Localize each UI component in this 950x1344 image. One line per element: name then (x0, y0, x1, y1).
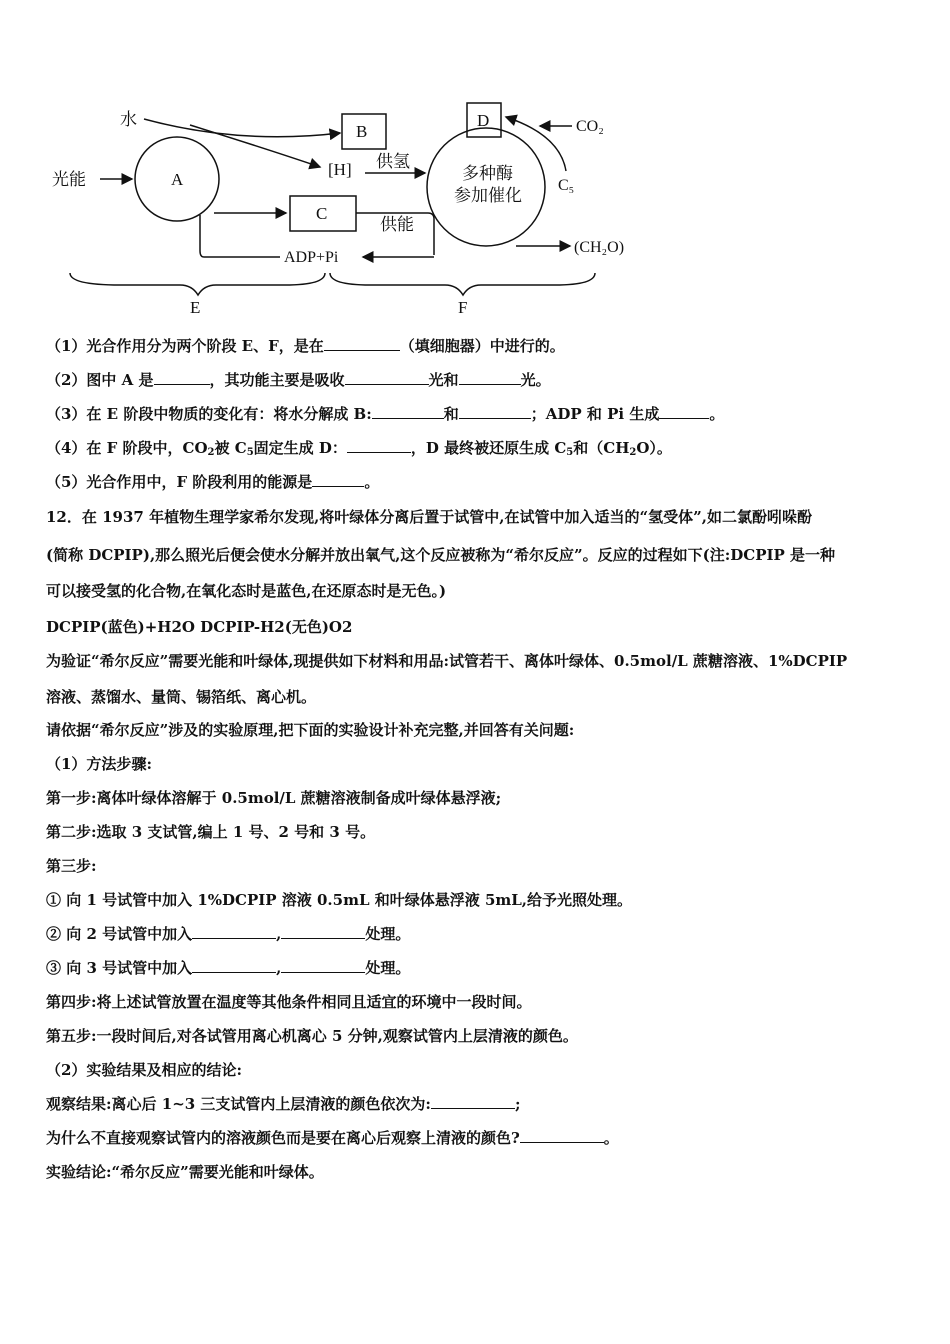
q12-why-end: 。 (603, 1129, 619, 1147)
enzyme-label-2: 参加催化 (454, 186, 522, 205)
q12-tube-2-blank-2[interactable] (281, 924, 365, 939)
q11-part3 (46, 404, 724, 424)
d-label: D (477, 111, 490, 130)
q11-p5-text-a: （5）光合作用中，F 阶段利用的能源是 (46, 473, 313, 491)
q11-p4-sub-b: 5 (246, 447, 254, 458)
b-label: B (356, 122, 368, 141)
q11-p2-blank-2[interactable] (345, 370, 429, 385)
f-label: F (458, 298, 468, 317)
q12-tube-3-blank-2[interactable] (281, 958, 365, 973)
enzyme-label-1: 多种酶 (462, 164, 513, 183)
q12-tube-3-text-b: , (276, 959, 282, 977)
q12-step-3-tube-2 (46, 924, 410, 944)
q11-p2-text-c: 光和 (428, 371, 459, 389)
q12-step-3-heading: 第三步: (46, 857, 97, 875)
q11-p4-sub-d: 2 (629, 447, 637, 458)
q11-p3-text-d: 。 (709, 405, 725, 423)
q11-p4-text-b: 被 C (214, 439, 247, 457)
q12-conclusion: 实验结论:“希尔反应”需要光能和叶绿体。 (46, 1163, 324, 1181)
q12-why-text: 为什么不直接观察试管内的溶液颜色而是要在离心后观察上清液的颜色? (46, 1129, 520, 1147)
q11-p4-text-c: 固定生成 D： (253, 439, 347, 457)
q11-p4-text-a: （4）在 F 阶段中，CO (46, 439, 208, 457)
adp-label: ADP+Pi (284, 249, 339, 266)
adp-to-a-line (200, 215, 280, 257)
q11-p3-text-c: ；ADP 和 Pi 生成 (530, 405, 660, 423)
q11-p3-text-b: 和 (443, 405, 459, 423)
q11-p2-text-a: （2）图中 A 是 (46, 371, 154, 389)
h-label: [H] (328, 160, 352, 179)
a-label: A (171, 170, 184, 189)
q12-tube-2-blank-1[interactable] (192, 924, 276, 939)
q11-p2-blank-1[interactable] (154, 370, 210, 385)
q11-p3-blank-2[interactable] (459, 404, 531, 419)
q12-tube-2-text-c: 处理。 (365, 925, 411, 943)
photosynthesis-diagram (40, 95, 660, 325)
ch2o-label: (CH₂O) (574, 239, 625, 256)
q11-p4-blank[interactable] (347, 438, 411, 453)
q11-p1-text-a: （1）光合作用分为两个阶段 E、F，是在 (46, 337, 324, 355)
q11-part4 (46, 438, 672, 463)
e-label: E (190, 298, 201, 317)
q12-step-1: 第一步:离体叶绿体溶解于 0.5mol/L 蔗糖溶液制备成叶绿体悬浮液; (46, 789, 502, 807)
light-label: 光能 (52, 170, 86, 189)
q12-tube-2-text-a: ② 向 2 号试管中加入 (46, 925, 193, 943)
q11-p4-text-d: ，D 最终被还原生成 C (410, 439, 567, 457)
q12-step-2: 第二步:选取 3 支试管,编上 1 号、2 号和 3 号。 (46, 823, 376, 841)
water-label: 水 (120, 110, 137, 129)
q12-why-blank[interactable] (520, 1128, 604, 1143)
q11-p4-text-e: 和（CH (573, 439, 630, 457)
water-to-b-arrow (144, 119, 340, 137)
q11-p4-text-f: O）。 (636, 439, 672, 457)
e-brace (70, 273, 325, 295)
q12-step-5: 第五步:一段时间后,对各试管用离心机离心 5 分钟,观察试管内上层清液的颜色。 (46, 1027, 578, 1045)
q11-p5-text-b: 。 (364, 473, 380, 491)
supply-energy-label: 供能 (380, 215, 414, 234)
q12-tube-3-text-c: 处理。 (365, 959, 411, 977)
q11-p2-text-b: ，其功能主要是吸收 (209, 371, 345, 389)
q12-observation-end: ; (514, 1095, 521, 1113)
q11-p3-blank-3[interactable] (659, 404, 709, 419)
c5-label: C₅ (558, 177, 575, 194)
q12-method-heading: （1）方法步骤: (46, 755, 152, 773)
q11-part5 (46, 472, 379, 492)
c5-arrow (506, 117, 566, 171)
q11-p5-blank[interactable] (312, 472, 364, 487)
q12-step-3-tube-3 (46, 958, 410, 978)
q12-observation-blank[interactable] (431, 1094, 515, 1109)
q11-p2-text-d: 光。 (520, 371, 551, 389)
q12-instruction: 请依据“希尔反应”涉及的实验原理,把下面的实验设计补充完整,并回答有关问题: (46, 721, 575, 739)
q12-tube-3-blank-1[interactable] (192, 958, 276, 973)
q12-results-heading: （2）实验结果及相应的结论: (46, 1061, 242, 1079)
q12-materials-line-2: 溶液、蒸馏水、量筒、锡箔纸、离心机。 (46, 688, 317, 706)
q11-p1-blank[interactable] (324, 336, 400, 351)
q12-step-4: 第四步:将上述试管放置在温度等其他条件相同且适宜的环境中一段时间。 (46, 993, 532, 1011)
supply-h-label: 供氢 (376, 152, 410, 171)
q12-tube-2-text-b: , (276, 925, 282, 943)
q11-p3-text-a: （3）在 E 阶段中物质的变化有：将水分解成 B: (46, 405, 372, 423)
c-label: C (316, 204, 328, 223)
q12-why-question (46, 1128, 619, 1148)
f-brace (330, 273, 595, 295)
q11-part2 (46, 370, 551, 390)
q11-p4-sub-c: 5 (566, 447, 574, 458)
water-to-h-arrow (190, 125, 320, 167)
q11-p2-blank-3[interactable] (459, 370, 521, 385)
q11-p3-blank-1[interactable] (372, 404, 444, 419)
q12-intro-line-1: 12．在 1937 年植物生理学家希尔发现,将叶绿体分离后置于试管中,在试管中加入适当的“氢受体”,如二氯酚吲哚酚 (46, 508, 812, 526)
q11-part1 (46, 336, 565, 356)
q12-materials-line-1: 为验证“希尔反应”需要光能和叶绿体,现提供如下材料和用品:试管若干、离体叶绿体、0.5mol/L 蔗糖溶液、1%DCPIP (46, 652, 848, 670)
q12-step-3-tube-1: ① 向 1 号试管中加入 1%DCPIP 溶液 0.5mL 和叶绿体悬浮液 5mL,给予光照处理。 (46, 891, 633, 909)
q12-tube-3-text-a: ③ 向 3 号试管中加入 (46, 959, 193, 977)
co2-label: CO₂ (576, 118, 604, 135)
q12-observation (46, 1094, 521, 1114)
q12-intro-line-2: (简称 DCPIP),那么照光后便会使水分解并放出氧气,这个反应被称为“希尔反应”。反应的过程如下(注:DCPIP 是一种 (46, 546, 836, 564)
q12-intro-line-3: 可以接受氢的化合物,在氧化态时是蓝色,在还原态时是无色。) (46, 582, 447, 600)
q12-observation-text: 观察结果:离心后 1~3 三支试管内上层清液的颜色依次为: (46, 1095, 431, 1113)
q11-p4-sub-a: 2 (207, 447, 215, 458)
q11-p1-text-b: （填细胞器）中进行的。 (399, 337, 565, 355)
q12-equation: DCPIP(蓝色)+H2O DCPIP-H2(无色)O2 (46, 618, 353, 636)
